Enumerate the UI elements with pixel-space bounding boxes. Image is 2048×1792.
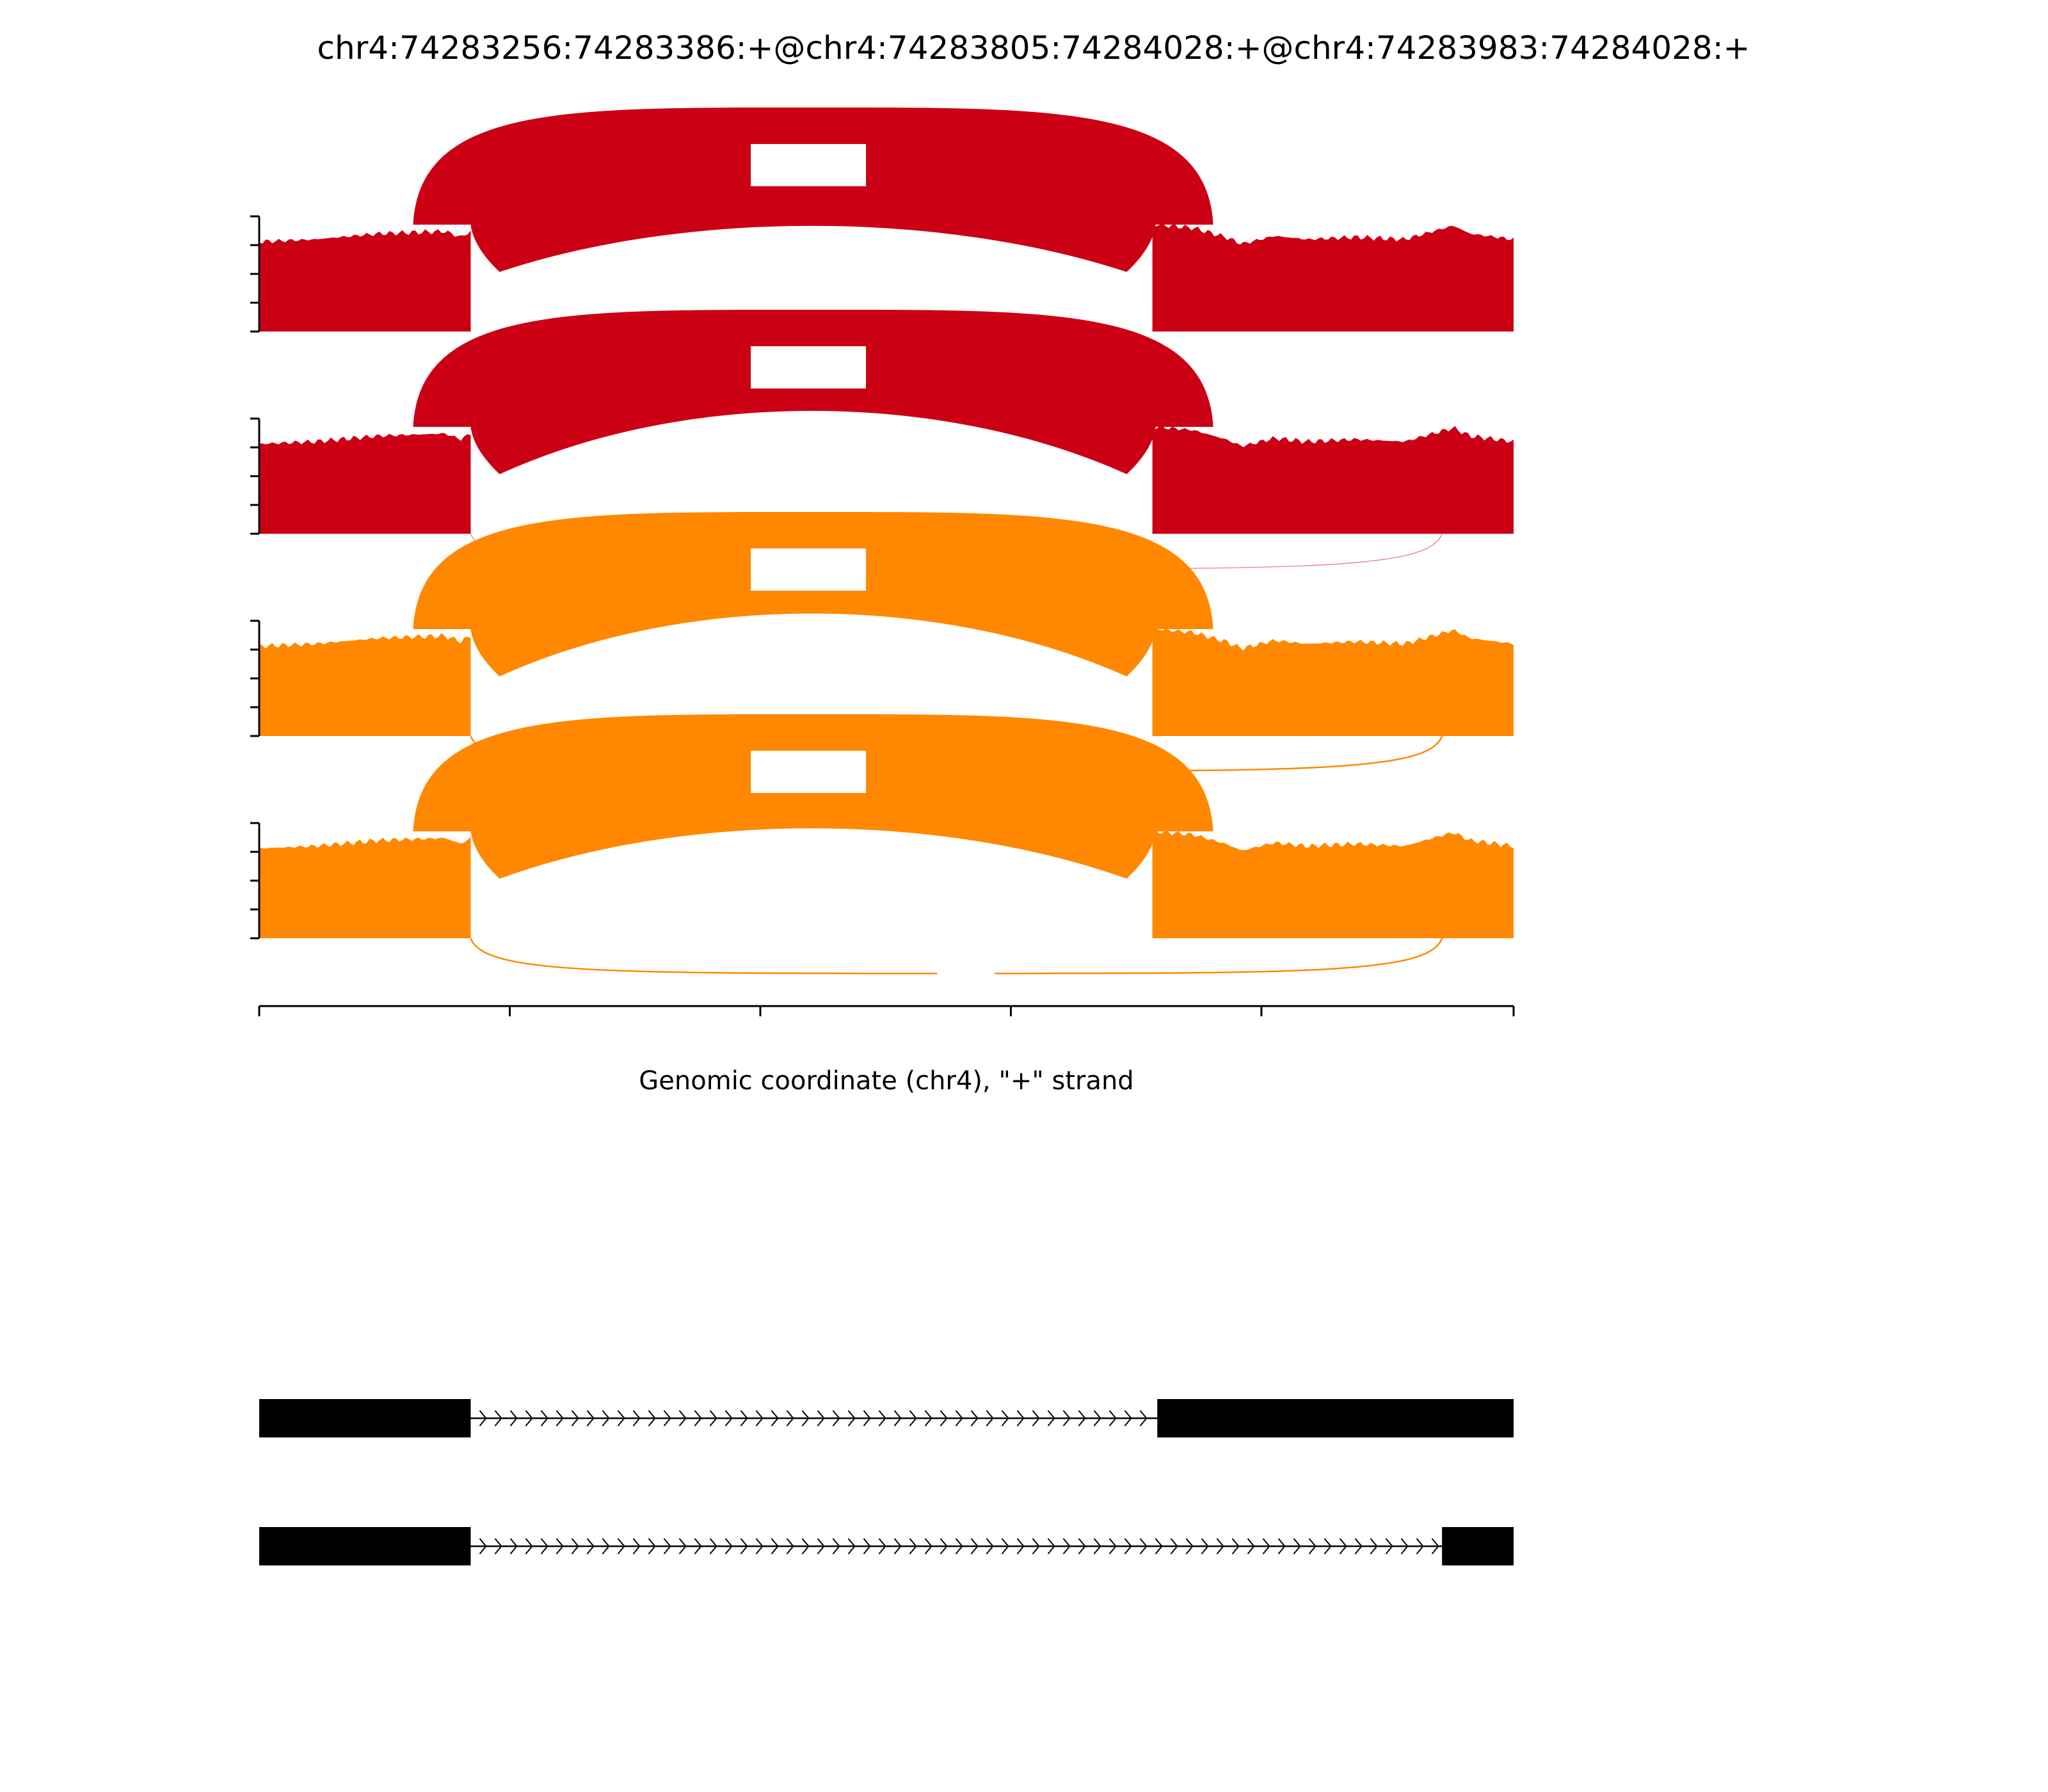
junction-arc-inclusion — [413, 512, 1213, 676]
junction-label-box — [937, 962, 995, 985]
isoform-structures — [259, 1399, 1514, 1565]
exon-block — [259, 1399, 470, 1437]
exon-block — [1442, 1527, 1514, 1565]
y-axis — [250, 419, 259, 534]
junction-arc-inclusion — [413, 310, 1213, 474]
junction-arc-inclusion — [413, 108, 1213, 272]
junction-label-box — [751, 751, 866, 793]
y-axis — [250, 621, 259, 736]
coverage-panel-4 — [250, 714, 1514, 985]
y-axis — [250, 216, 259, 332]
junction-label-box — [751, 548, 866, 591]
x-axis — [259, 1006, 1514, 1016]
coverage-panels — [250, 108, 1514, 985]
exon-block — [259, 1527, 470, 1565]
y-axis — [250, 823, 259, 938]
junction-label-box — [751, 346, 866, 388]
exon-block — [1157, 1399, 1514, 1437]
isoform-1 — [259, 1399, 1514, 1437]
chart-title: chr4:74283256:74283386:+@chr4:74283805:74284028:+@chr4:74283983:74284028:+ — [317, 29, 1750, 67]
coverage-area — [259, 829, 1514, 938]
junction-arc-inclusion — [413, 714, 1213, 879]
isoform-2 — [259, 1527, 1514, 1565]
x-axis-label: Genomic coordinate (chr4), "+" strand — [639, 1066, 1134, 1096]
junction-label-box — [751, 144, 866, 186]
coverage-panel-1 — [250, 108, 1514, 332]
